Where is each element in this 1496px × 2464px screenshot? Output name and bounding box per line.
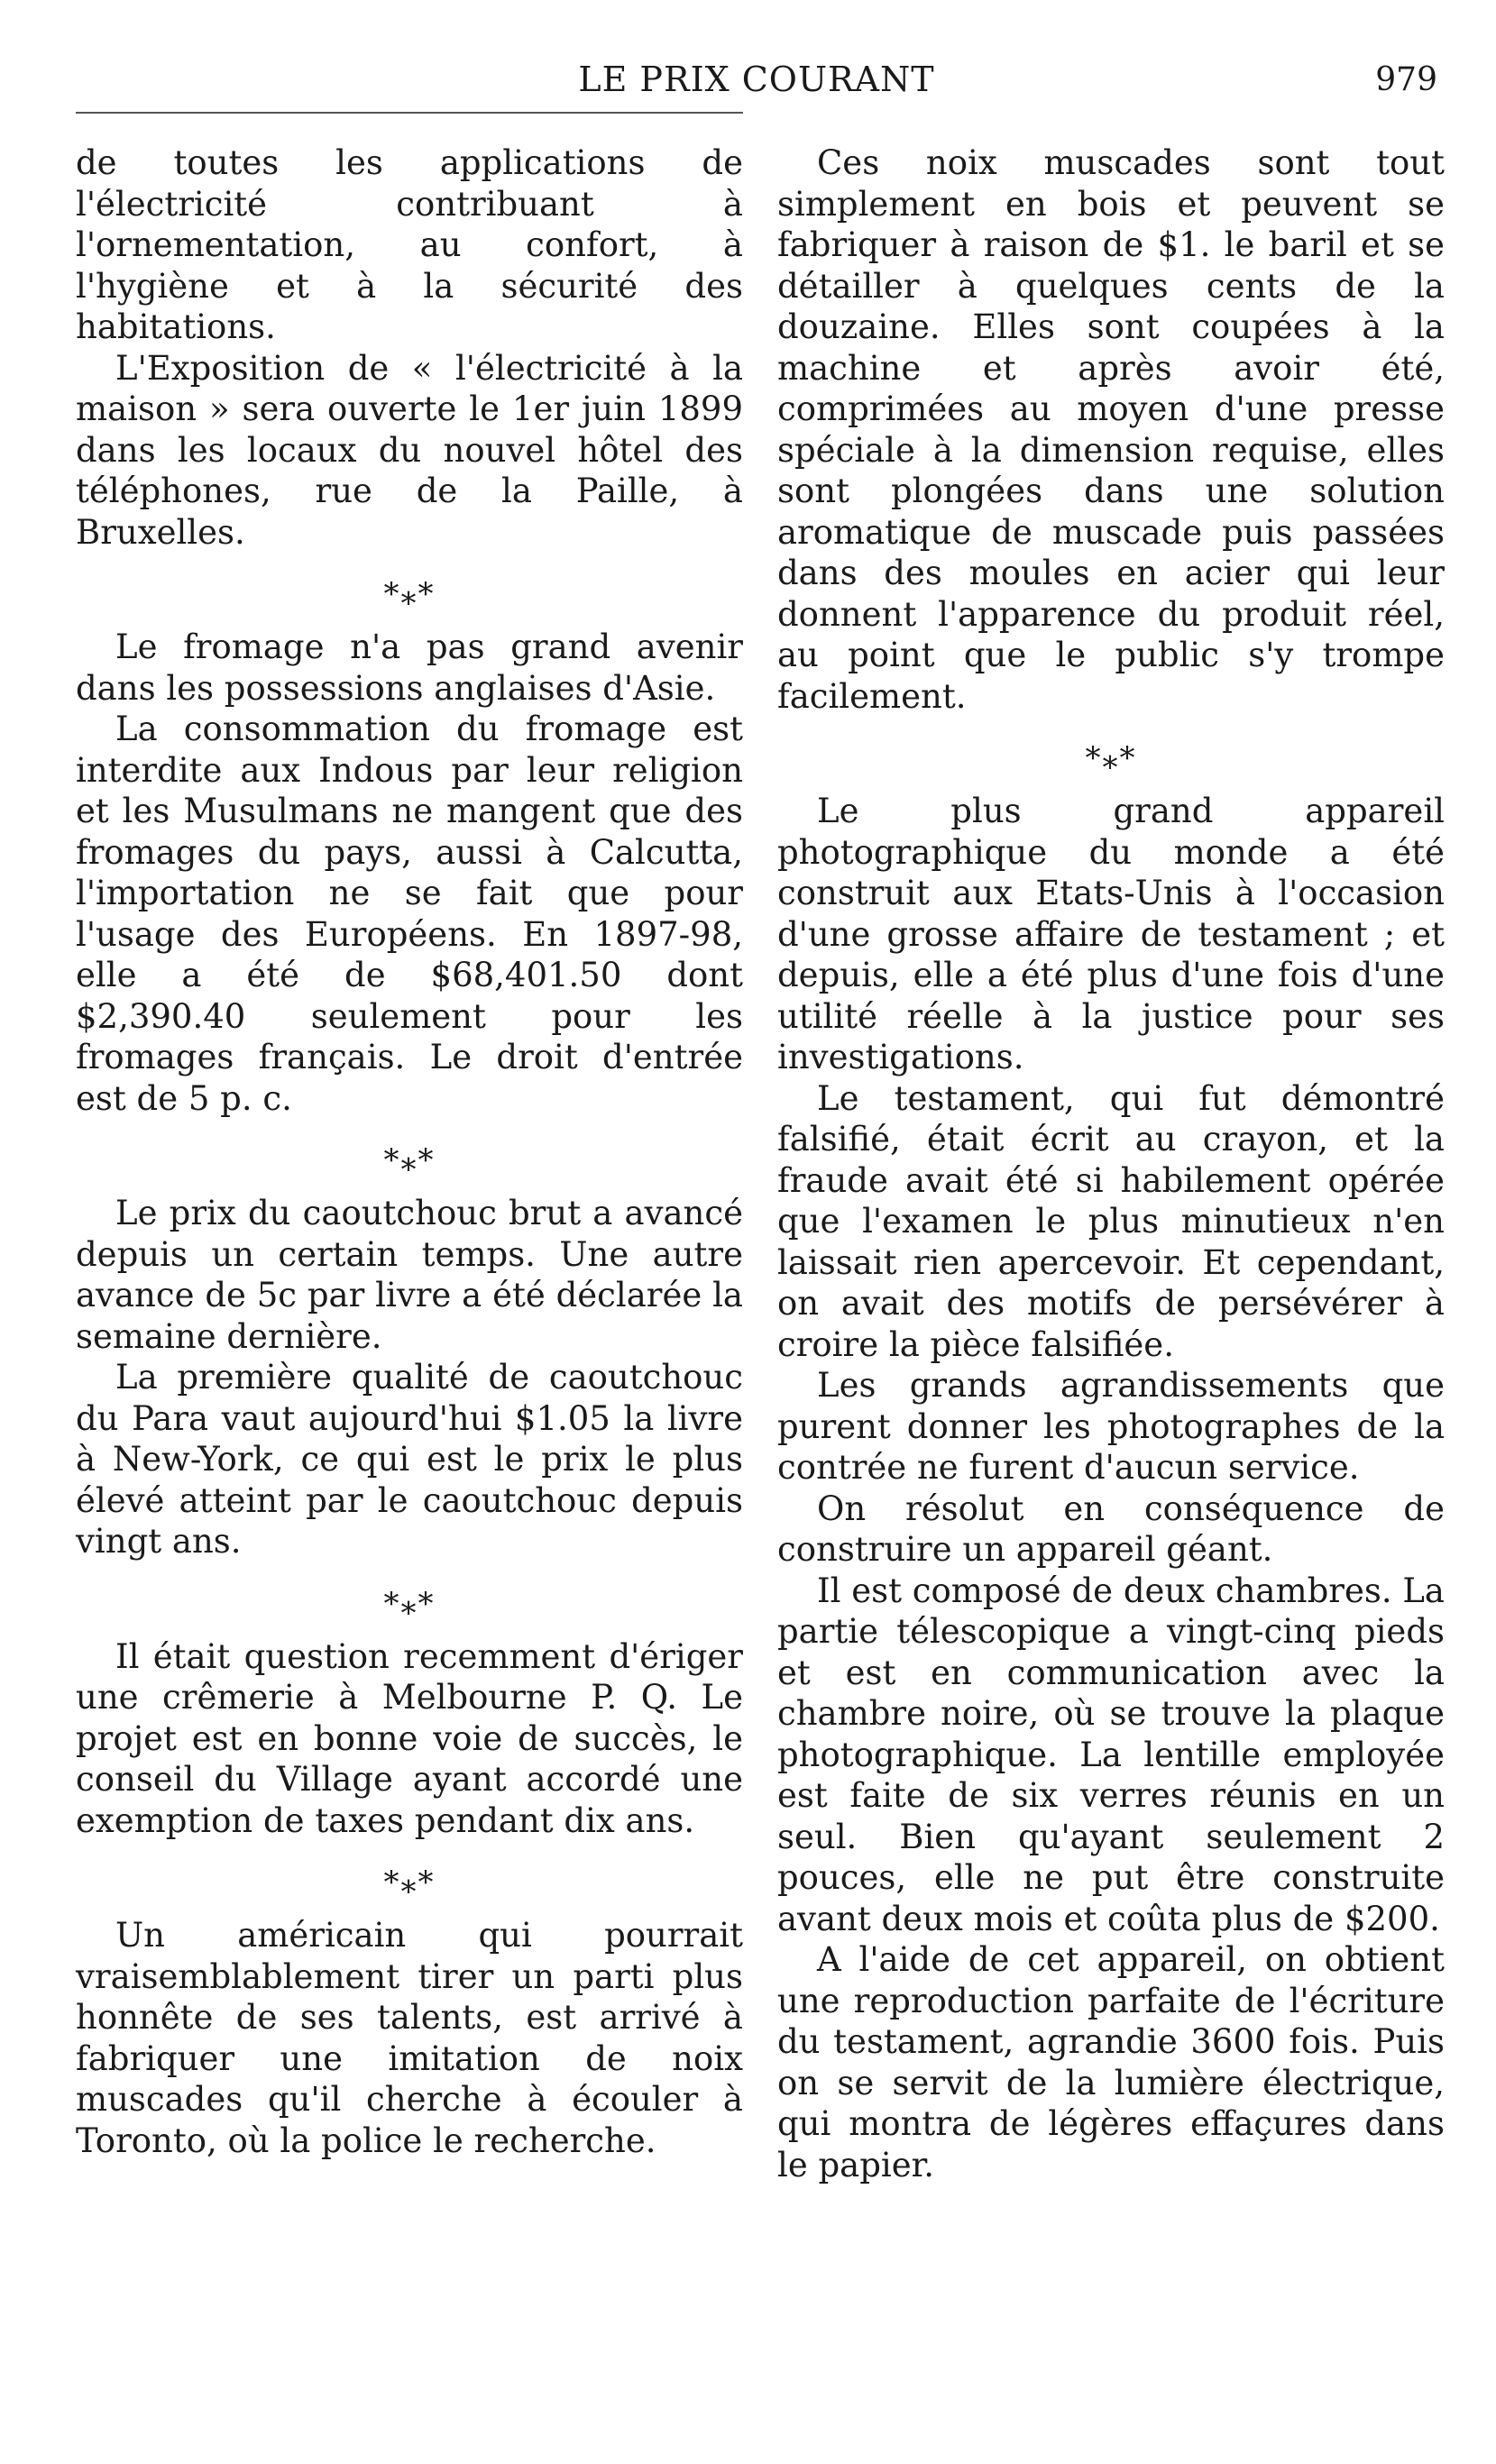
paragraph: Les grands agrandissements que purent donner les photographes de la contrée ne furent d'aucun service. [777, 1366, 1445, 1487]
running-title: LE PRIX COURANT [578, 60, 935, 99]
left-column [76, 142, 743, 2161]
paragraph: de toutes les applications de l'électricité contribuant à l'ornementation, au confort, à l'hygiène et à la sécurité des habitations. [76, 143, 743, 346]
paragraph: Il est composé de deux chambres. La partie télescopique a vingt-cinq pieds et est en communication avec la chambre noire, où se trouve la plaque photographique. La lentille employée est faite de six verres réunis en un seul. Bien qu'ayant seulement 2 pouces, elle ne put être construite avant deux mois et coûta plus de $200. [777, 1571, 1445, 1938]
paragraph: Le fromage n'a pas grand avenir dans les possessions anglaises d'Asie. [76, 627, 743, 708]
paragraph: L'Exposition de « l'électricité à la maison » sera ouverte le 1er juin 1899 dans les locaux du nouvel hôtel des téléphones, rue de la Paille, à Bruxelles. [76, 348, 743, 552]
paragraph: On résolut en conséquence de construire un appareil géant. [777, 1488, 1445, 1569]
header-rule [76, 112, 743, 114]
section-separator: *⁎* [383, 1585, 436, 1622]
paragraph: Un américain qui pourrait vraisemblablement tirer un parti plus honnête de ses talents, est arrivé à fabriquer une imitation de noix muscades qu'il cherche à écouler à Toronto, où la police le recherche. [76, 1916, 743, 2160]
section-separator: *⁎* [383, 1142, 436, 1178]
section-separator: *⁎* [1085, 740, 1137, 776]
paragraph: Il était question recemment d'ériger une crêmerie à Melbourne P. Q. Le projet est en bonne voie de succès, le conseil du Village ayant accordé une exemption de taxes pendant dix ans. [76, 1636, 743, 1840]
paragraph: Le plus grand appareil photographique du monde a été construit aux Etats-Unis à l'occasion d'une grosse affaire de testament ; et depuis, elle a été plus d'une fois d'une utilité réelle à la justice pour ses investigations. [777, 792, 1445, 1076]
paragraph: A l'aide de cet appareil, on obtient une reproduction parfaite de l'écriture du testament, agrandie 3600 fois. Puis on se servit de la lumière électrique, qui montra de légères effaçures dans le papier. [777, 1940, 1445, 2185]
paragraph: La consommation du fromage est interdite aux Indous par leur religion et les Musulmans ne mangent que des fromages du pays, aussi à Calcutta, l'importation ne se fait que pour l'usage des Européens. En 1897-98, elle a été de $68,401.50 dont $2,390.40 seulement pour les fromages français. Le droit d'entrée est de 5 p. c. [76, 710, 743, 1118]
section-separator: *⁎* [383, 576, 436, 612]
paragraph: La première qualité de caoutchouc du Para vaut aujourd'hui $1.05 la livre à New-York, ce qui est le prix le plus élevé atteint par le caoutchouc depuis vingt ans. [76, 1358, 743, 1561]
section-separator: *⁎* [383, 1864, 436, 1901]
paragraph: Le testament, qui fut démontré falsifié, était écrit au crayon, et la fraude avait été si habilement opérée que l'examen le plus minutieux n'en laissait rien apercevoir. Et cependant, on avait des motifs de persévérer à croire la pièce falsifiée. [777, 1078, 1445, 1364]
paragraph: Ces noix muscades sont tout simplement en bois et peuvent se fabriquer à raison de $1. le baril et se détailler à quelques cents de la douzaine. Elles sont coupées à la machine et après avoir été, comprimées au moyen d'une presse spéciale à la dimension requise, elles sont plongées dans une solution aromatique de muscade puis passées dans des moules en acier qui leur donnent l'apparence du produit réel, au point que le public s'y trompe facilement. [777, 143, 1445, 716]
right-column [777, 142, 1445, 2185]
paragraph: Le prix du caoutchouc brut a avancé depuis un certain temps. Une autre avance de 5c par livre a été déclarée la semaine dernière. [76, 1194, 743, 1356]
page-header [76, 60, 1437, 114]
page-number: 979 [1375, 61, 1437, 98]
